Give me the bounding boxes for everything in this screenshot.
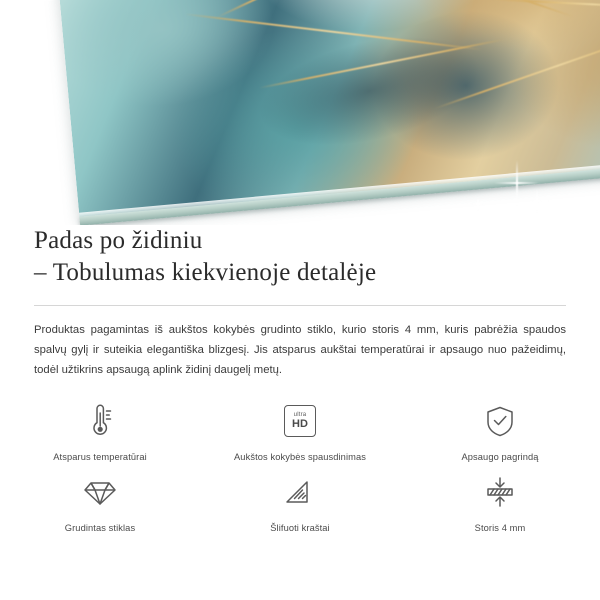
feature-grid <box>0 391 600 533</box>
feature-label: Grudintas stiklas <box>64 523 136 533</box>
feature-item-surface-protection <box>400 391 600 462</box>
page-title-line-1: Padas po židiniu <box>34 227 203 254</box>
marble-glass-panel <box>56 0 600 221</box>
feature-label: Apsaugo pagrindą <box>461 452 539 462</box>
feature-label: Aukštos kokybės spausdinimas <box>234 452 366 462</box>
polished-edges-icon <box>278 470 322 514</box>
description-paragraph: Produktas pagamintas iš aukštos kokybės grudinto stiklo, kurio storis 4 mm, kuris pabrėžia spaudos spalvų gylį ir suteikia elegantiška blizgesį. Jis atsparus aukštai temperatūrai ir apsaugo nuo pažeidimų, todėl užtikrins apsaugą aplink židinį daugelį metų. <box>34 324 566 376</box>
feature-item-thickness <box>400 462 600 533</box>
feature-label: Šlifuoti kraštai <box>270 523 330 533</box>
feature-row-1 <box>0 391 600 462</box>
description-content <box>0 225 600 380</box>
feature-row-2 <box>0 462 600 533</box>
thermometer-icon <box>78 399 122 443</box>
feature-item-polished-edges <box>200 462 400 533</box>
title-divider <box>34 305 566 306</box>
feature-item-tempered-glass <box>0 462 200 533</box>
shield-check-icon <box>478 399 522 443</box>
ultra-hd-icon <box>278 399 322 443</box>
hero-product-image <box>0 0 600 225</box>
ultra-hd-badge <box>284 405 316 437</box>
ultra-hd-badge-bottom: HD <box>292 418 308 430</box>
page-title <box>0 225 600 289</box>
thickness-icon <box>478 470 522 514</box>
gold-vein <box>217 0 381 18</box>
feature-item-print-quality <box>200 391 400 462</box>
feature-item-temperature <box>0 391 200 462</box>
feature-label: Storis 4 mm <box>474 523 526 533</box>
ultra-hd-badge-top: ultra <box>293 412 307 418</box>
feature-label: Atsparus temperatūrai <box>53 452 147 462</box>
marble-dark-swirl <box>236 0 562 191</box>
diamond-icon <box>78 470 122 514</box>
page-title-line-2: – Tobulumas kiekvienoje detalėje <box>34 259 377 286</box>
hero-image-inner <box>0 0 600 225</box>
